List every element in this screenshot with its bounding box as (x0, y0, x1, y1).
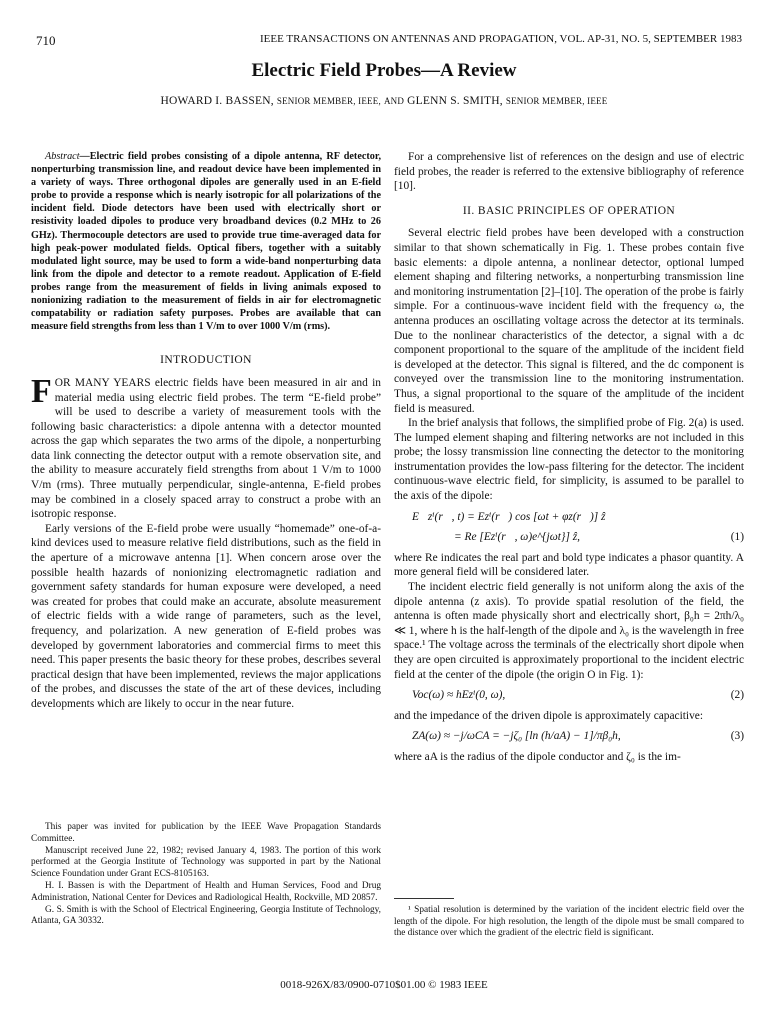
footnote-spatial-resolution: ¹ Spatial resolution is determined by the variation of the incident electric field over the length of the dipole. For high resolution, the length of the dipole must be small compared to the distance over which the gradient of the electric field is significant. (394, 905, 744, 939)
left-footnotes (31, 822, 381, 928)
right-paragraph-3: where Re indicates the real part and bold type indicates a phasor quantity. A more general field will be considered later. (394, 551, 744, 579)
footnote-manuscript: Manuscript received June 22, 1982; revised January 4, 1983. The portion of this work performed at the Georgia Institute of Technology was supported in part by the National Science Foundation under Grant ECS-8105163. (31, 845, 381, 880)
journal-name: IEEE TRANSACTIONS ON ANTENNAS AND PROPAGATION, VOL. AP-31, NO. 5, SEPTEMBER 1983 (259, 33, 742, 45)
author-2-role: SENIOR MEMBER, IEEE (505, 96, 608, 106)
intro-heading: INTRODUCTION (160, 354, 252, 367)
abstract-text: —Electric field probes consisting of a dipole antenna, RF detector, nonperturbing transmission line, and readout device have been implemented in a variety of ways. Three orthogonal dipoles are generally used in an E-field probe to provide a response which is nearly isotropic for all polarizations of the incident field. Diode detectors have been used with electrically short or resistivity loaded dipoles to produce very broadband devices (0.2 MHz to 26 GHz). Thermocouple detectors are used to provide true time-averaged data for high peak-power modulated fields. Optical fibers, together with a suitably modulated light source, may be used to form a wide-band nonperturbing data link from the dipole and detector to a remote readout. Application of E-field probes range from the measurement of fields in living animals exposed to nonionizing radiation to the measurement of fields in air for electromagnetic compatability or radiation safety purposes. Probes are available that can measure field strengths from less than 1 V/m to over 1000 V/m (rms). (31, 151, 381, 333)
equation-2-number: (2) (730, 689, 744, 702)
equation-1a: E⃗zⁱ(r⃗, t) = Ezⁱ(r⃗) cos [ωt + φz(r⃗)] ẑ (412, 510, 606, 523)
right-footnote (394, 905, 744, 940)
footnote-smith: G. S. Smith is with the School of Electrical Engineering, Georgia Institute of Technology, Atlanta, GA 30332. (31, 904, 381, 927)
right-paragraph-2: In the brief analysis that follows, the simplified probe of Fig. 2(a) is used. The lumped element shaping and filtering networks are not included in this probe; the lossy transmission line connecting the detector to the monitoring instrumentation provides the low-pass filtering for the detector. The incident continuous-wave electric field, for simplicity, is assumed to be parallel to the axis of the dipole: (394, 417, 744, 503)
footnote-bassen: H. I. Bassen is with the Department of Health and Human Services, Food and Drug Administration, National Center for Devices and Radiological Health, Rockville, MD 20857. (31, 880, 381, 903)
abstract-label: Abstract (45, 151, 80, 162)
equation-2: Voc(ω) ≈ hEzⁱ(0, ω), (2) (412, 689, 744, 702)
right-column (394, 150, 744, 765)
author-line (0, 95, 768, 107)
running-header (36, 33, 742, 49)
paper-title: Electric Field Probes—A Review (251, 60, 517, 81)
footnote-invited: This paper was invited for publication by the IEEE Wave Propagation Standards Committee. (31, 822, 381, 844)
right-paragraph-6: where aA is the radius of the dipole conductor and ζ₀ is the im- (394, 750, 681, 763)
right-paragraph-4: The incident electric field generally is not uniform along the axis of the dipole antenna (z axis). To provide spatial resolution of the field, the antenna is often made physically short and electrically short, β₀h = 2πh/λ₀ ≪ 1, where h is the half-length of the dipole and λ₀ is the wavelength in free space.¹ The voltage across the terminals of the electrically short dipole when they are open circuited is approximately proportional to the incident electric field at the center of the dipole (the origin O in Fig. 1): (394, 581, 744, 681)
right-paragraph-1: Several electric field probes have been developed with a construction similar to that shown schematically in Fig. 1. These probes contain five basic elements: a dipole antenna, a nonlinear detector, optional lumped element shaping and filtering networks, a nonperturbing transmission line and monitoring instrumentation [2]–[10]. The operation of the probe is fairly simple. For a continuous-wave incident field with the frequency ω, the antenna produces an oscillating voltage across the detector at its terminals. Due to the nonlinear characteristics of the detector, a signal with a dc component proportional to the square of the amplitude of the incident field is developed at the detector. This signal is filtered, and the dc component is conveyed over the transmission line to the monitoring instrumentation. Thus, a signal proportional to the square of the amplitude of the incident field is measured. (394, 227, 744, 415)
copyright-line: 0018-926X/83/0900-0710$01.00 © 1983 IEEE (280, 979, 488, 991)
equation-1-number: (1) (730, 531, 744, 544)
equation-1b: = Re [Ezⁱ(r⃗, ω)e^{jωt}] ẑ, (1) (454, 531, 744, 544)
right-paragraph-0: For a comprehensive list of references on the design and use of electric field probes, the reader is referred to the extensive bibliography of reference [10]. (394, 151, 744, 193)
author-2: GLENN S. SMITH, (407, 95, 503, 107)
section-2-heading: II. BASIC PRINCIPLES OF OPERATION (462, 204, 676, 217)
right-paragraph-5: and the impedance of the driven dipole is approximately capacitive: (394, 709, 704, 722)
page-number: 710 (36, 33, 56, 48)
equation-3: ZA(ω) ≈ −j/ωCA = −jζ₀ [ln (h/aA) − 1]/πβ₀h, (3) (412, 730, 744, 743)
footnote-rule (394, 898, 454, 899)
author-1: HOWARD I. BASSEN, (160, 95, 274, 107)
left-column (31, 150, 381, 712)
author-1-role: SENIOR MEMBER, IEEE, (276, 96, 381, 106)
intro-paragraph-1: FOR MANY YEARS electric fields have been measured in air and in material media using electric field probes. The term “E-field probe” will be used to describe a variety of measurement tools with the following basic characteristics: a dipole antenna with a detector mounted across the gap which separates the two arms of the dipole, a nonperturbing data link connecting the detector output with a remote observation site, and the ability to measure accurately field strengths from about 1 V/m to 1000 V/m (rms). Three mutually perpendicular, single-antenna, E-field probes may be combined in a closely spaced array to construct a probe with an isotropic response. (31, 372, 381, 521)
equation-3-number: (3) (730, 730, 744, 743)
drop-cap: F (31, 372, 52, 410)
author-and: AND (383, 96, 405, 106)
intro-paragraph-2: Early versions of the E-field probe were usually “homemade” one-of-a-kind devices used to measure relative field distributions, such as the field in the aperture of a microwave antenna [1]. When concern arose over the possible health hazards of nonionizing electromagnetic radiation and government safety standards for human exposure were developed, a need was created for probes that could make an accurate, absolute measurement of electric fields with a wide range of parameters, such as the level, frequency, and polarization. A new generation of E-field probes was developed by government laboratories and commercial firms to meet this need. This paper presents the basic theory for these probes, describes several practical design that have been implemented, reviews the major applications of the probes, and discusses the state of the art of these devices, including developments which are likely to occur in the near future. (31, 522, 381, 710)
abstract (31, 150, 381, 333)
